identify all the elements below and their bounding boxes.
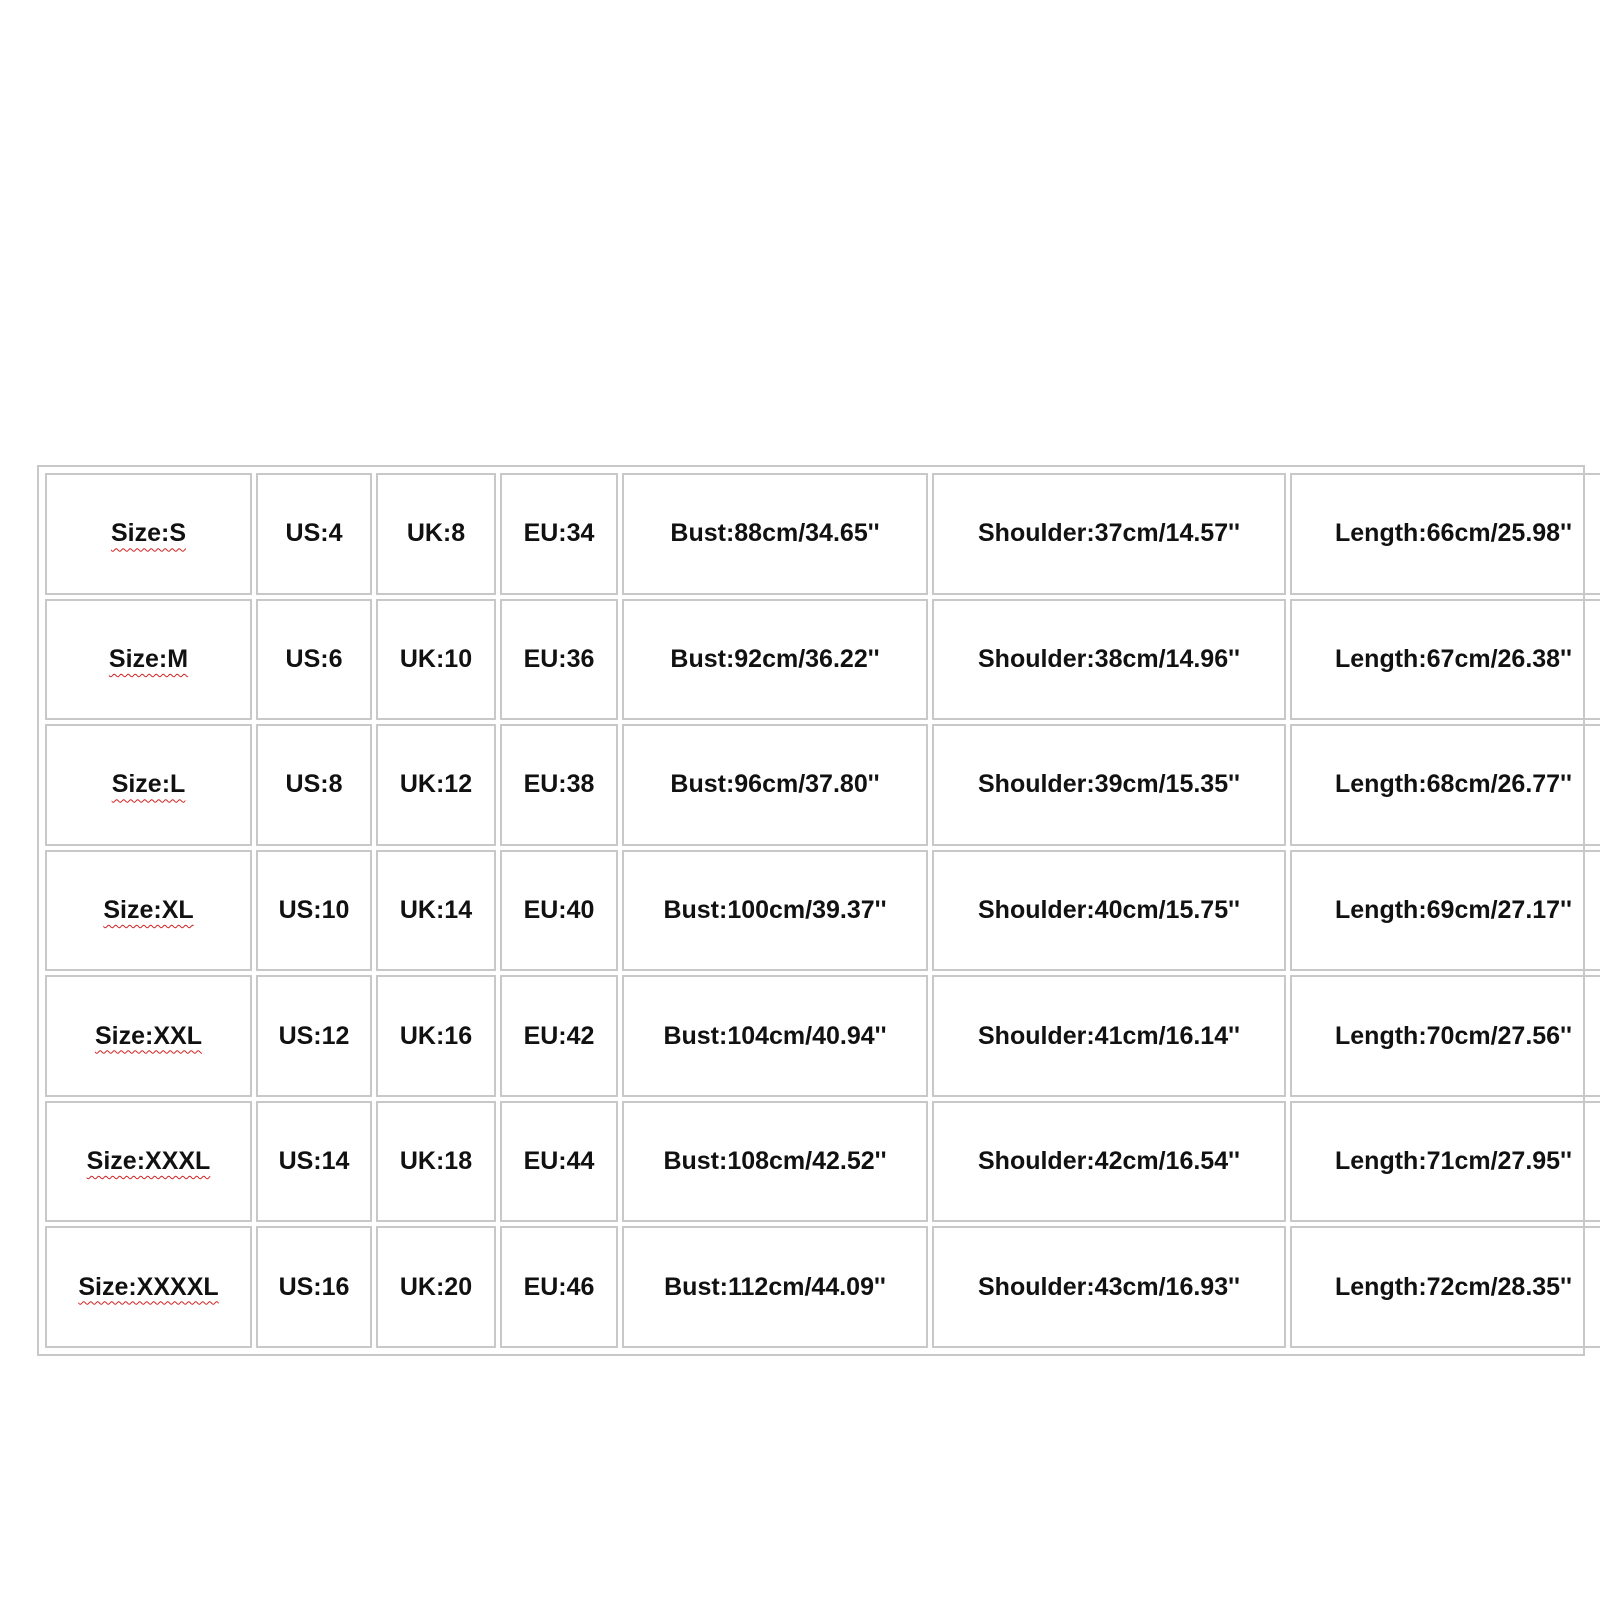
size-label: Size:XXL — [95, 1021, 202, 1050]
us-size-cell: US:12 — [256, 975, 372, 1097]
size-label: Size:XXXL — [86, 1147, 211, 1176]
table-row — [45, 1226, 1600, 1348]
bust-cell: Bust:96cm/37.80'' — [622, 724, 928, 846]
eu-size-cell: EU:40 — [500, 850, 618, 972]
size-chart-table — [37, 465, 1585, 1356]
shoulder-cell: Shoulder:38cm/14.96'' — [932, 599, 1286, 721]
shoulder-cell: Shoulder:40cm/15.75'' — [932, 850, 1286, 972]
bust-cell: Bust:112cm/44.09'' — [622, 1226, 928, 1348]
uk-size-cell: UK:20 — [376, 1226, 496, 1348]
uk-size-cell: UK:14 — [376, 850, 496, 972]
bust-cell: Bust:88cm/34.65'' — [622, 473, 928, 595]
uk-size-cell: UK:10 — [376, 599, 496, 721]
size-label: Size:M — [108, 644, 189, 673]
length-cell: Length:66cm/25.98'' — [1290, 473, 1600, 595]
eu-size-cell: EU:38 — [500, 724, 618, 846]
size-cell — [45, 473, 252, 595]
table-row — [45, 975, 1600, 1097]
length-cell: Length:69cm/27.17'' — [1290, 850, 1600, 972]
size-cell — [45, 599, 252, 721]
us-size-cell: US:10 — [256, 850, 372, 972]
table-row — [45, 599, 1600, 721]
table-row — [45, 473, 1600, 595]
length-cell: Length:70cm/27.56'' — [1290, 975, 1600, 1097]
length-cell: Length:68cm/26.77'' — [1290, 724, 1600, 846]
size-cell — [45, 724, 252, 846]
shoulder-cell: Shoulder:41cm/16.14'' — [932, 975, 1286, 1097]
uk-size-cell: UK:18 — [376, 1101, 496, 1223]
uk-size-cell: UK:8 — [376, 473, 496, 595]
us-size-cell: US:6 — [256, 599, 372, 721]
size-cell — [45, 1101, 252, 1223]
size-label: Size:L — [111, 770, 186, 799]
size-label: Size:S — [110, 519, 187, 548]
eu-size-cell: EU:34 — [500, 473, 618, 595]
shoulder-cell: Shoulder:42cm/16.54'' — [932, 1101, 1286, 1223]
bust-cell: Bust:100cm/39.37'' — [622, 850, 928, 972]
length-cell: Length:71cm/27.95'' — [1290, 1101, 1600, 1223]
table-row — [45, 1101, 1600, 1223]
table-row — [45, 724, 1600, 846]
size-label: Size:XXXXL — [78, 1272, 219, 1301]
shoulder-cell: Shoulder:43cm/16.93'' — [932, 1226, 1286, 1348]
size-cell — [45, 1226, 252, 1348]
bust-cell: Bust:92cm/36.22'' — [622, 599, 928, 721]
eu-size-cell: EU:44 — [500, 1101, 618, 1223]
us-size-cell: US:14 — [256, 1101, 372, 1223]
bust-cell: Bust:104cm/40.94'' — [622, 975, 928, 1097]
us-size-cell: US:16 — [256, 1226, 372, 1348]
shoulder-cell: Shoulder:39cm/15.35'' — [932, 724, 1286, 846]
shoulder-cell: Shoulder:37cm/14.57'' — [932, 473, 1286, 595]
uk-size-cell: UK:16 — [376, 975, 496, 1097]
length-cell: Length:67cm/26.38'' — [1290, 599, 1600, 721]
uk-size-cell: UK:12 — [376, 724, 496, 846]
us-size-cell: US:4 — [256, 473, 372, 595]
eu-size-cell: EU:36 — [500, 599, 618, 721]
size-chart-grid — [41, 469, 1600, 1352]
size-label: Size:XL — [103, 895, 194, 924]
size-cell — [45, 975, 252, 1097]
size-cell — [45, 850, 252, 972]
us-size-cell: US:8 — [256, 724, 372, 846]
length-cell: Length:72cm/28.35'' — [1290, 1226, 1600, 1348]
eu-size-cell: EU:42 — [500, 975, 618, 1097]
table-row — [45, 850, 1600, 972]
eu-size-cell: EU:46 — [500, 1226, 618, 1348]
bust-cell: Bust:108cm/42.52'' — [622, 1101, 928, 1223]
